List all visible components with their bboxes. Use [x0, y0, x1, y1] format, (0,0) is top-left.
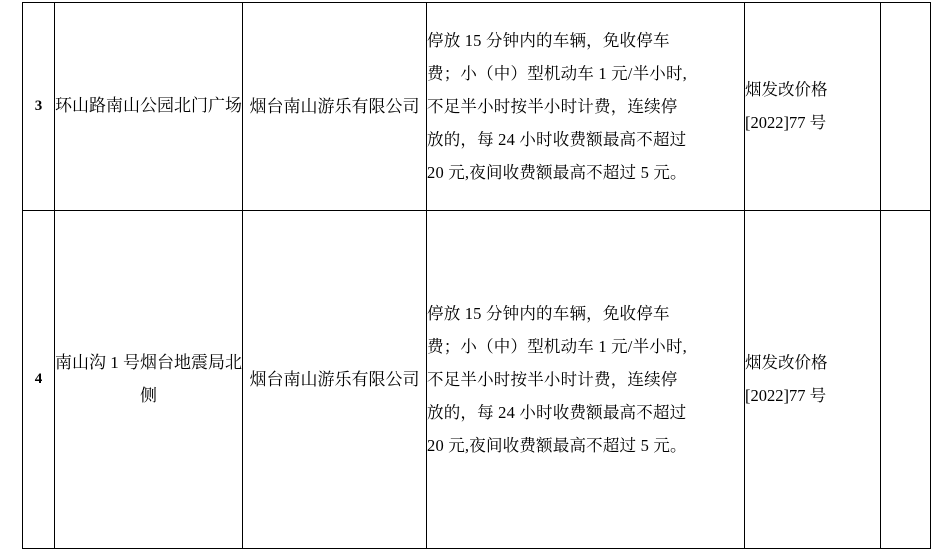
parking-fee-table: [22, 2, 931, 549]
row-index-cell: 3: [23, 3, 55, 211]
row-doc-number-cell: [745, 3, 881, 211]
doc-number-line: [2022]77 号: [745, 385, 827, 405]
fee-line: 停放 15 分钟内的车辆，免收停车: [427, 31, 670, 50]
row-index-cell: 4: [23, 211, 55, 549]
fee-line: 停放 15 分钟内的车辆，免收停车: [427, 304, 670, 323]
fee-line: 费；小（中）型机动车 1 元/半小时,: [427, 64, 688, 83]
fee-line: 放的，每 24 小时收费额最高不超过: [427, 130, 687, 149]
fee-line: 20 元,夜间收费额最高不超过 5 元。: [427, 163, 687, 182]
table-row: [23, 3, 931, 211]
doc-number-line: 烟发改价格: [745, 353, 828, 373]
document-page: [0, 2, 938, 554]
row-tail-cell: [881, 211, 931, 549]
doc-number-line: [2022]77 号: [745, 112, 827, 132]
row-operator-cell: 烟台南山游乐有限公司: [243, 211, 427, 549]
fee-line: 费；小（中）型机动车 1 元/半小时,: [427, 337, 688, 356]
row-location-cell: 环山路南山公园北门广场: [55, 3, 243, 211]
row-operator-cell: 烟台南山游乐有限公司: [243, 3, 427, 211]
table-row: [23, 211, 931, 549]
row-location-cell: 南山沟 1 号烟台地震局北侧: [55, 211, 243, 549]
row-fee-cell: [427, 211, 745, 549]
fee-line: 20 元,夜间收费额最高不超过 5 元。: [427, 436, 687, 455]
doc-number-line: 烟发改价格: [745, 80, 828, 100]
row-fee-cell: [427, 3, 745, 211]
row-doc-number-cell: [745, 211, 881, 549]
fee-line: 放的，每 24 小时收费额最高不超过: [427, 403, 687, 422]
row-tail-cell: [881, 3, 931, 211]
fee-line: 不足半小时按半小时计费，连续停: [427, 97, 678, 116]
fee-line: 不足半小时按半小时计费，连续停: [427, 370, 678, 389]
